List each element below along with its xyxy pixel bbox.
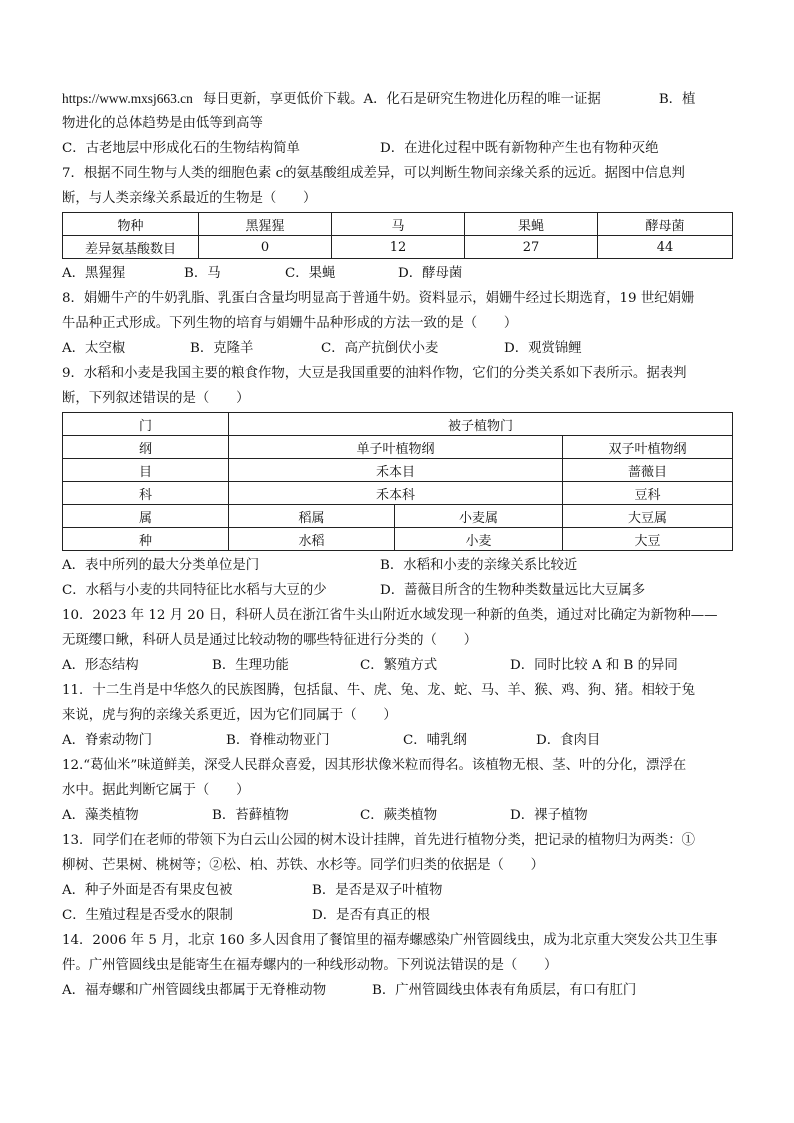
q6-option-a: 每日更新，享更低价下载。A．化石是研究生物进化历程的唯一证据 [202, 92, 601, 107]
q9-option-a: A．表中所列的最大分类单位是门 [62, 558, 260, 573]
q10-option-c: C．繁殖方式 [360, 658, 438, 673]
q7-options [62, 261, 732, 286]
q7-option-a: A．黑猩猩 [62, 266, 126, 281]
table-cell: 属 [63, 505, 229, 528]
q13-options-cd [62, 903, 732, 928]
table-cell: 纲 [63, 436, 229, 459]
q7-option-d: D．酵母菌 [398, 266, 463, 281]
q14-stem-line2: 件。广州管圆线虫是能寄生在福寿螺内的一种线形动物。下列说法错误的是（ ） [62, 958, 558, 973]
q8-option-a: A．太空椒 [62, 341, 126, 356]
table-cell: 门 [63, 413, 229, 436]
table-cell: 豆科 [563, 482, 733, 505]
q14-stem-line1: 14．2006 年 5 月，北京 160 多人因食用了餐馆里的福寿螺感染广州管圆线虫，成为北京重大突发公共卫生事 [62, 933, 718, 948]
q8-options [62, 336, 732, 361]
table-row [63, 505, 733, 528]
q14-options-ab [62, 978, 732, 1003]
q9-stem-line1: 9．水稻和小麦是我国主要的粮食作物，大豆是我国重要的油料作物，它们的分类关系如下表所示。据表判 [62, 366, 687, 381]
q12-option-a: A．藻类植物 [62, 808, 139, 823]
q7-stem-line1: 7．根据不同生物与人类的细胞色素 c的氨基酸组成差异，可以判断生物间亲缘关系的远近。据图中信息判 [62, 166, 685, 181]
q10-option-a: A．形态结构 [62, 658, 139, 673]
table-cell: 目 [63, 459, 229, 482]
q12-option-d: D．裸子植物 [510, 808, 588, 823]
q10-stem-line1: 10．2023 年 12 月 20 日，科研人员在浙江省牛头山附近水域发现一种新的鱼类，通过对比确定为新物种—— [62, 608, 718, 623]
q11-option-a: A．脊索动物门 [62, 733, 153, 748]
table-cell: 大豆属 [563, 505, 733, 528]
q12-stem-line1: 12.“葛仙米”味道鲜美，深受人民群众喜爱，因其形状像米粒而得名。该植物无根、茎、叶的分化，漂浮在 [62, 758, 687, 773]
table-row [63, 436, 733, 459]
q10-options [62, 653, 732, 678]
table-cell: 科 [63, 482, 229, 505]
exam-page [62, 86, 732, 1003]
q12-options [62, 803, 732, 828]
q14-option-a: A．福寿螺和广州管圆线虫都属于无脊椎动物 [62, 983, 327, 998]
q6-options-cd [62, 136, 732, 161]
table-cell: 物种 [63, 213, 199, 236]
table-cell: 大豆 [563, 528, 733, 551]
source-url[interactable]: https://www.mxsj663.cn [62, 91, 193, 106]
q8-stem-line1: 8．娟姗牛产的牛奶乳脂、乳蛋白含量均明显高于普通牛奶。资料显示，娟姗牛经过长期选育，19 世纪娟姗 [62, 291, 695, 306]
q6-option-d: D．在进化过程中既有新物种产生也有物种灭绝 [380, 141, 659, 156]
table-cell: 禾本目 [229, 459, 563, 482]
q11-stem-line1: 11．十二生肖是中华悠久的民族图腾，包括鼠、牛、虎、兔、龙、蛇、马、羊、猴、鸡、狗、猪。相较于兔 [62, 683, 696, 698]
table-cell: 12 [332, 236, 465, 259]
q11-options [62, 728, 732, 753]
table-cell: 蔷薇目 [563, 459, 733, 482]
q8-option-b: B．克隆羊 [190, 341, 254, 356]
q9-option-d: D．蔷薇目所含的生物种类数量远比大豆属多 [380, 583, 646, 598]
table-cell: 被子植物门 [229, 413, 733, 436]
q8-option-c: C．高产抗倒伏小麦 [321, 341, 439, 356]
q9-options-ab [62, 553, 732, 578]
q13-option-a: A．种子外面是否有果皮包被 [62, 883, 233, 898]
q13-option-c: C．生殖过程是否受水的限制 [62, 908, 233, 923]
q9-stem-line2: 断，下列叙述错误的是（ ） [62, 391, 250, 406]
q12-option-b: B．苔藓植物 [212, 808, 289, 823]
table-cell: 种 [63, 528, 229, 551]
q11-option-c: C．哺乳纲 [403, 733, 467, 748]
table-cell: 黑猩猩 [199, 213, 332, 236]
table-cell: 酵母菌 [598, 213, 733, 236]
table-cell: 果蝇 [465, 213, 598, 236]
table-cell: 双子叶植物纲 [563, 436, 733, 459]
q11-option-d: D．食肉目 [536, 733, 601, 748]
q13-stem-line2: 柳树、芒果树、桃树等；②松、柏、苏铁、水杉等。同学们归类的依据是（ ） [62, 858, 545, 873]
q13-stem-line1: 13．同学们在老师的带领下为白云山公园的树木设计挂牌，首先进行植物分类，把记录的植物归为两类：① [62, 833, 696, 848]
q11-option-b: B．脊椎动物亚门 [226, 733, 330, 748]
table-row [63, 213, 733, 236]
table-cell: 小麦 [395, 528, 563, 551]
table-cell: 水稻 [229, 528, 395, 551]
q12-option-c: C．蕨类植物 [360, 808, 438, 823]
q9-classification-table [62, 412, 733, 551]
q8-option-d: D．观赏锦鲤 [504, 341, 582, 356]
q7-table [62, 212, 733, 259]
q14-option-b: B．广州管圆线虫体表有角质层，有口有肛门 [372, 983, 637, 998]
q13-option-b: B．是否是双子叶植物 [312, 883, 443, 898]
q11-stem-line2: 来说，虎与狗的亲缘关系更近，因为它们同属于（ ） [62, 708, 397, 723]
table-row [63, 482, 733, 505]
table-cell: 马 [332, 213, 465, 236]
q6-option-b-end: 物进化的总体趋势是由低等到高等 [62, 116, 263, 131]
table-cell: 0 [199, 236, 332, 259]
q9-option-b: B．水稻和小麦的亲缘关系比较近 [380, 558, 578, 573]
table-cell: 44 [598, 236, 733, 259]
q13-options-ab [62, 878, 732, 903]
q12-stem-line2: 水中。据此判断它属于（ ） [62, 783, 250, 798]
table-cell: 小麦属 [395, 505, 563, 528]
q9-option-c: C．水稻与小麦的共同特征比水稻与大豆的少 [62, 583, 327, 598]
q7-option-b: B．马 [184, 266, 221, 281]
table-cell: 稻属 [229, 505, 395, 528]
q6-option-b-start: B．植 [658, 92, 696, 107]
table-cell: 单子叶植物纲 [229, 436, 563, 459]
table-cell: 差异氨基酸数目 [63, 236, 199, 259]
q7-option-c: C．果蝇 [285, 266, 336, 281]
q8-stem-line2: 牛品种正式形成。下列生物的培育与娟姗牛品种形成的方法一致的是（ ） [62, 316, 518, 331]
table-row [63, 236, 733, 259]
q13-option-d: D．是否有真正的根 [312, 908, 430, 923]
table-cell: 27 [465, 236, 598, 259]
q6-line1 [62, 86, 732, 111]
q7-stem-line2: 断，与人类亲缘关系最近的生物是（ ） [62, 191, 317, 206]
table-cell: 禾本科 [229, 482, 563, 505]
q9-options-cd [62, 578, 732, 603]
table-row [63, 528, 733, 551]
q10-stem-line2: 无斑缨口鳅，科研人员是通过比较动物的哪些特征进行分类的（ ） [62, 633, 478, 648]
q6-option-c: C．古老地层中形成化石的生物结构简单 [62, 141, 300, 156]
q10-option-d: D．同时比较 A 和 B 的异同 [510, 658, 678, 673]
table-row [63, 413, 733, 436]
table-row [63, 459, 733, 482]
q10-option-b: B．生理功能 [212, 658, 289, 673]
